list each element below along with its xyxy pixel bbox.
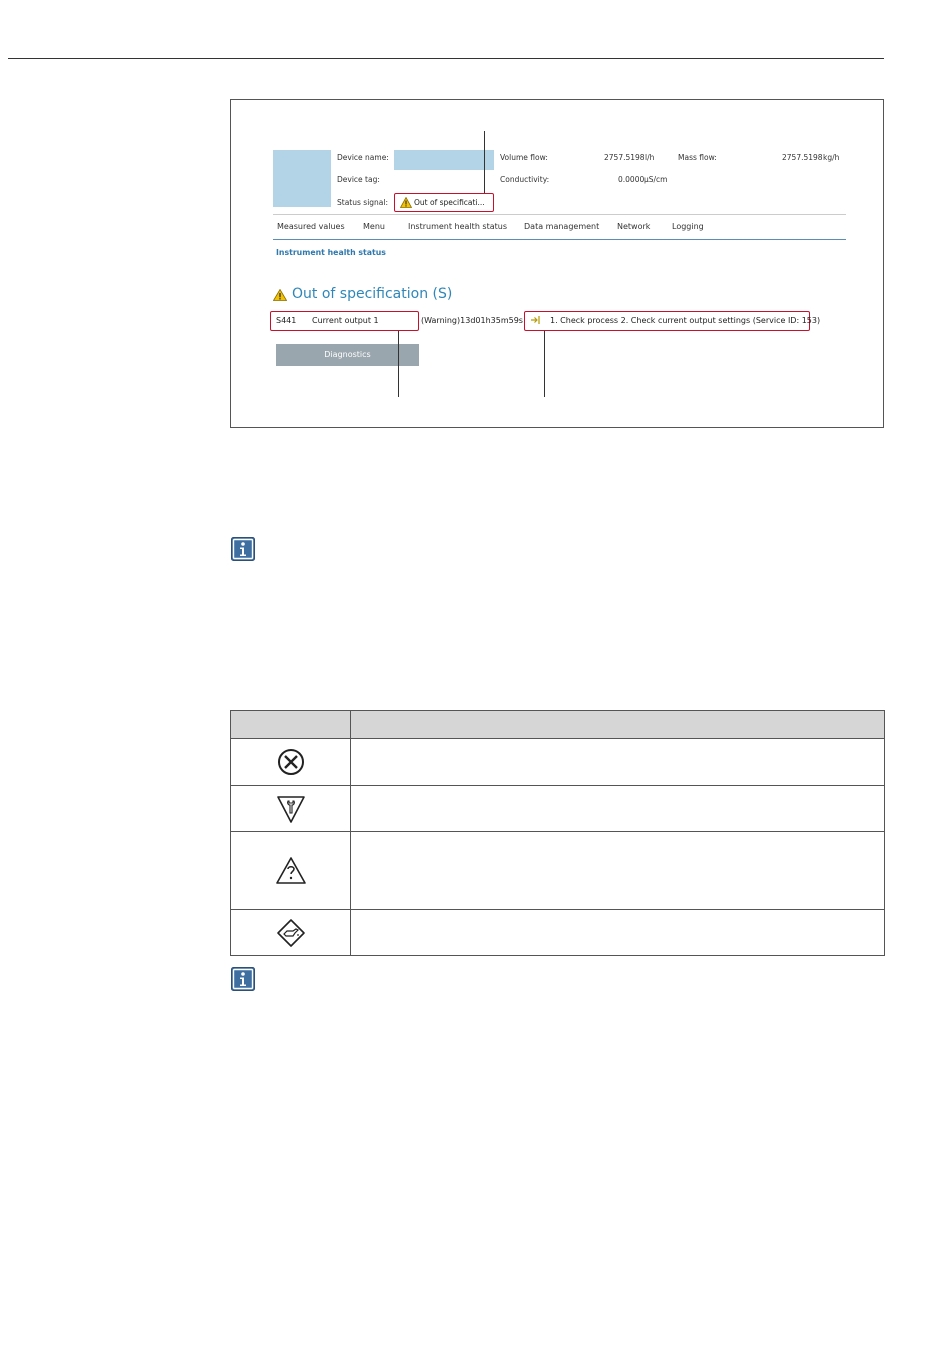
status-signal-label: Status signal: <box>337 198 388 207</box>
diagnostic-status-time: (Warning)13d01h35m59s <box>421 316 523 325</box>
status-signal-highlight <box>394 193 494 212</box>
conductivity-value: 0.0000 <box>618 175 645 184</box>
maintenance-required-icon <box>276 918 306 948</box>
table-header-row <box>231 711 885 739</box>
device-tag-label: Device tag: <box>337 175 380 184</box>
mass-flow-label: Mass flow: <box>678 153 717 162</box>
out-of-specification-icon <box>275 856 307 886</box>
volume-flow-value: 2757.5198 <box>604 153 645 162</box>
meaning-cell <box>351 832 885 910</box>
mass-flow-value: 2757.5198 <box>782 153 823 162</box>
meaning-column-header <box>351 711 885 739</box>
remedy-icon <box>530 315 542 325</box>
info-icon <box>231 967 255 991</box>
conductivity-label: Conductivity: <box>500 175 550 184</box>
symbol-cell <box>231 910 351 956</box>
volume-flow-unit: l/h <box>645 153 655 162</box>
remedy-text: 1. Check process 2. Check current output settings (Service ID: 153) <box>550 316 821 325</box>
status-signal-value: Out of specificati... <box>414 198 485 207</box>
callout-line-remedy <box>544 331 545 397</box>
nav-logging[interactable]: Logging <box>672 222 704 231</box>
meaning-cell <box>351 910 885 956</box>
breadcrumb: Instrument health status <box>276 248 386 257</box>
page-header-rule <box>8 58 884 59</box>
mass-flow-unit: kg/h <box>823 153 840 162</box>
diagnostics-button[interactable]: Diagnostics <box>276 344 419 366</box>
table-row <box>231 739 885 786</box>
meaning-cell <box>351 786 885 832</box>
volume-flow-label: Volume flow: <box>500 153 548 162</box>
device-image-placeholder <box>273 150 331 207</box>
symbol-column-header <box>231 711 351 739</box>
symbol-cell <box>231 832 351 910</box>
table-row <box>231 786 885 832</box>
nav-network[interactable]: Network <box>617 222 651 231</box>
warning-icon <box>400 197 412 208</box>
warning-icon <box>273 289 287 301</box>
meaning-cell <box>351 739 885 786</box>
device-name-label: Device name: <box>337 153 389 162</box>
nav-instrument-health-status[interactable]: Instrument health status <box>408 222 508 231</box>
main-navigation <box>273 214 846 240</box>
diagnostic-code: S441 <box>276 316 297 325</box>
conductivity-unit: µS/cm <box>644 175 668 184</box>
symbol-cell <box>231 786 351 832</box>
callout-line-status <box>484 131 485 193</box>
symbol-cell <box>231 739 351 786</box>
diagnostic-channel: Current output 1 <box>312 316 379 325</box>
nav-measured-values[interactable]: Measured values <box>277 222 345 231</box>
nav-data-management[interactable]: Data management <box>524 222 600 231</box>
status-signal-legend-table <box>230 710 885 956</box>
nav-menu[interactable]: Menu <box>363 222 385 231</box>
callout-line-event <box>398 331 399 397</box>
info-icon <box>231 537 255 561</box>
table-row <box>231 832 885 910</box>
table-row <box>231 910 885 956</box>
device-name-field <box>394 150 494 170</box>
failure-icon <box>276 747 306 777</box>
function-check-icon <box>276 794 306 824</box>
web-server-figure <box>230 99 884 428</box>
diagnostic-heading-text: Out of specification (S) <box>292 286 453 302</box>
